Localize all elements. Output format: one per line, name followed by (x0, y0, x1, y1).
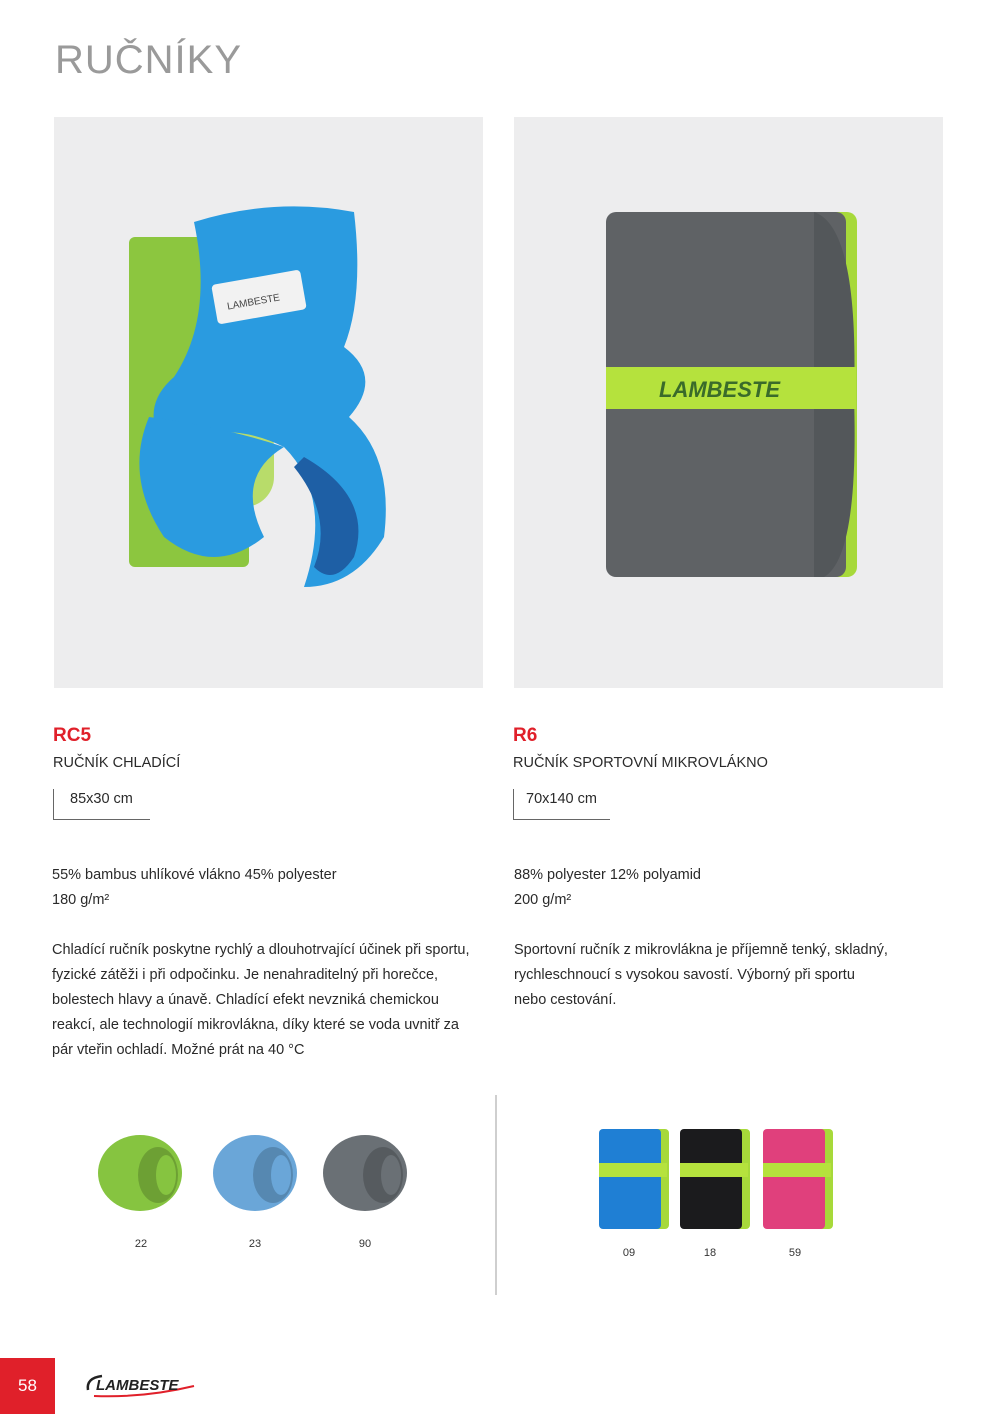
description-line: Chladící ručník poskytne rychlý a dlouhotrvající účinek při sportu, (52, 942, 470, 958)
svg-text:LAMBESTE: LAMBESTE (659, 377, 780, 402)
product-size: 85x30 cm (70, 791, 133, 807)
color-code: 90 (358, 1238, 372, 1250)
size-box (513, 789, 610, 820)
color-code: 18 (703, 1247, 717, 1259)
product-code: R6 (513, 725, 538, 746)
material-text: 55% bambus uhlíkové vlákno 45% polyester (52, 867, 337, 883)
product-specs-rc5 (52, 863, 337, 913)
weight-text: 180 g/m² (52, 892, 110, 908)
brand-logo (84, 1368, 199, 1405)
color-swatch (323, 1135, 407, 1211)
color-swatch (213, 1135, 297, 1211)
color-code: 22 (134, 1238, 148, 1250)
color-swatches-r6 (595, 1125, 835, 1235)
description-line: rychleschnoucí s vysokou savostí. Výborný při sportu (514, 967, 855, 983)
svg-text:LAMBESTE: LAMBESTE (226, 292, 281, 313)
description-line: reakcí, ale technologií mikrovlákna, díky které se voda uvnitř za (52, 1017, 459, 1033)
description-line: nebo cestování. (514, 992, 617, 1008)
product-specs-r6 (514, 863, 701, 913)
color-swatches-rc5 (90, 1125, 430, 1225)
weight-text: 200 g/m² (514, 892, 572, 908)
product-code: RC5 (53, 725, 92, 746)
product-r6 (513, 725, 953, 820)
product-rc5 (53, 725, 493, 820)
description-line: Sportovní ručník z mikrovlákna je příjemně tenký, skladný, (514, 942, 888, 958)
color-swatch (98, 1135, 182, 1211)
product-photo-r6 (514, 117, 943, 688)
product-name: RUČNÍK SPORTOVNÍ MIKROVLÁKNO (513, 755, 768, 771)
description-line: pár vteřin ochladí. Možné prát na 40 °C (52, 1042, 305, 1058)
color-code: 23 (248, 1238, 262, 1250)
page-title: RUČNÍKY (55, 38, 243, 82)
color-swatch (763, 1129, 833, 1229)
color-swatch (680, 1129, 750, 1229)
product-size: 70x140 cm (526, 791, 597, 807)
description-line: fyzické zátěži i při odpočinku. Je nenahraditelný při horečce, (52, 967, 439, 983)
column-divider (495, 1095, 497, 1295)
product-photo-rc5 (54, 117, 483, 688)
svg-text:LAMBESTE: LAMBESTE (96, 1377, 179, 1394)
color-code: 09 (622, 1247, 636, 1259)
color-swatch (599, 1129, 669, 1229)
description-line: bolestech hlavy a únavě. Chladící efekt nevzniká chemickou (52, 992, 439, 1008)
product-description-r6 (514, 938, 888, 1013)
color-code: 59 (788, 1247, 802, 1259)
size-box (53, 789, 150, 820)
product-name: RUČNÍK CHLADÍCÍ (53, 755, 181, 771)
product-description-rc5 (52, 938, 469, 1063)
material-text: 88% polyester 12% polyamid (514, 867, 701, 883)
page-number: 58 (0, 1358, 55, 1414)
